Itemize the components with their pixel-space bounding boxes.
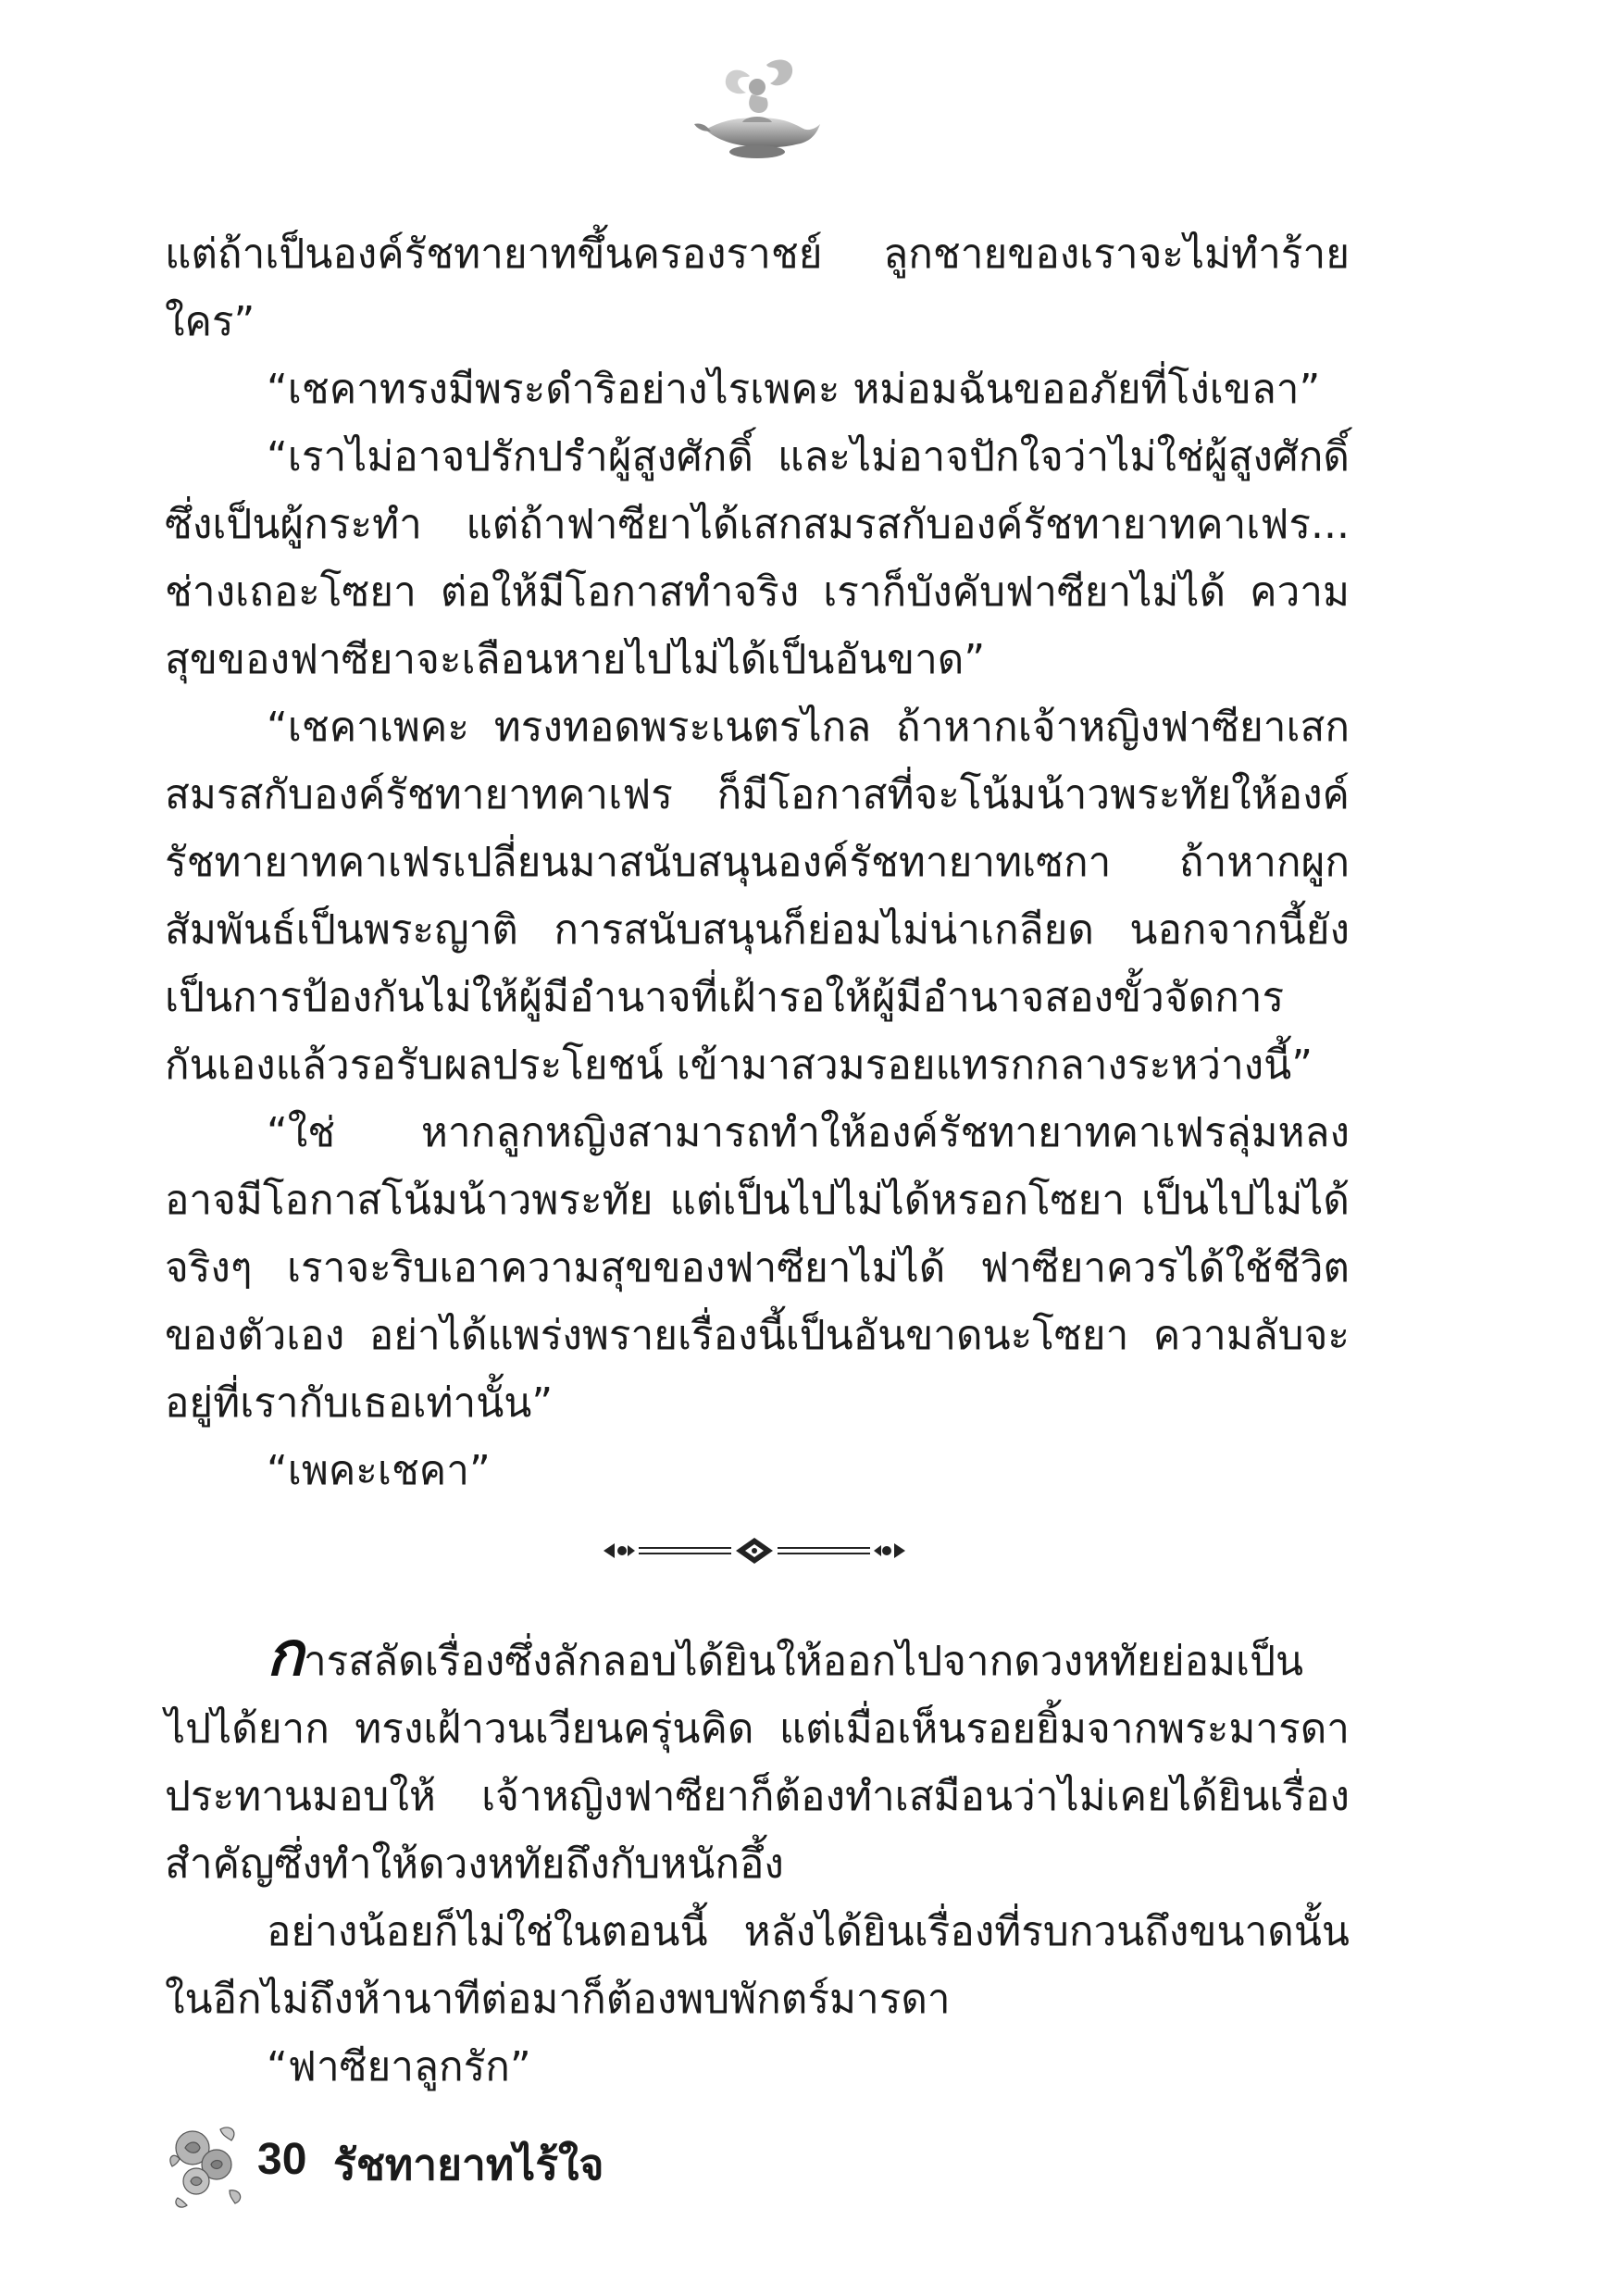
drop-cap: ก: [267, 1618, 304, 1690]
section-divider: [165, 1504, 1350, 1602]
paragraph: “ฟาซียาลูกรัก”: [267, 2043, 531, 2090]
ornamental-divider-icon: [602, 1532, 907, 1569]
paragraph: “เพคะเชคา”: [267, 1447, 491, 1494]
paragraph: อย่างน้อยก็ไม่ใช่ในตอนนี้ หลังได้ยินเรื่องที่รบกวนถึงขนาดนั้นในอีกไม่ถึงห้านาทีต่อมาก็ต้องพบพักตร์มารดา: [165, 1908, 1350, 2023]
page-footer: [165, 2111, 720, 2213]
book-title: รัชทายาทไร้ใจ: [333, 2140, 604, 2190]
rose-bouquet-icon: [165, 2111, 248, 2213]
paragraph: “เราไม่อาจปรักปรำผู้สูงศักดิ์ และไม่อาจปักใจว่าไม่ใช่ผู้สูงศักดิ์ซึ่งเป็นผู้กระทำ แต่ถ้าฟาซียาได้เสกสมรสกับองค์รัชทายาทคาเฟร... ช่างเถอะโซยา ต่อให้มีโอกาสทำจริง เราก็บังคับฟาซียาไม่ได้ ความสุขของฟาซียาจะเลือนหายไปไม่ได้เป็นอันขาด”: [165, 433, 1350, 683]
paragraph: “เชคาทรงมีพระดำริอย่างไรเพคะ หม่อมฉันขออภัยที่โง่เขลา”: [267, 366, 1321, 413]
body-text: [165, 220, 1350, 2101]
dropcap-paragraph: [165, 1618, 1350, 1898]
page-number: 30: [257, 2135, 307, 2184]
paragraph: “ใช่ หากลูกหญิงสามารถทำให้องค์รัชทายาทคาเฟรลุ่มหลง อาจมีโอกาสโน้มน้าวพระทัย แต่เป็นไปไม่ได้หรอกโซยา เป็นไปไม่ได้จริงๆ เราจะริบเอาความสุขของฟาซียาไม่ได้ ฟาซียาควรได้ใช้ชีวิตของตัวเอง อย่าได้แพร่งพรายเรื่องนี้เป็นอันขาดนะโซยา ความลับจะอยู่ที่เรากับเธอเท่านั้น”: [165, 1109, 1350, 1427]
dropcap-paragraph-text: ารสลัดเรื่องซึ่งลักลอบได้ยินให้ออกไปจากดวงหทัยย่อมเป็นไปได้ยาก ทรงเฝ้าวนเวียนครุ่นคิด แต่เมื่อเห็นรอยยิ้มจากพระมารดาประทานมอบให้ เจ้าหญิงฟาซียาก็ต้องทำเสมือนว่าไม่เคยได้ยินเรื่องสำคัญซึ่งทำให้ดวงหทัยถึงกับหนักอึ้ง: [165, 1638, 1350, 1888]
dialogue-section: [165, 220, 1350, 1504]
paragraph: “เชคาเพคะ ทรงทอดพระเนตรไกล ถ้าหากเจ้าหญิงฟาซียาเสกสมรสกับองค์รัชทายาทคาเฟร ก็มีโอกาสที่จะโน้มน้าวพระทัยให้องค์รัชทายาทคาเฟรเปลี่ยนมาสนับสนุนองค์รัชทายาทเซกา ถ้าหากผูกสัมพันธ์เป็นพระญาติ การสนับสนุนก็ย่อมไม่น่าเกลียด นอกจากนี้ยังเป็นการป้องกันไม่ให้ผู้มีอำนาจที่เฝ้ารอให้ผู้มีอำนาจสองขั้วจัดการกันเองแล้วรอรับผลประโยชน์ เข้ามาสวมรอยแทรกกลางระหว่างนี้”: [165, 704, 1350, 1089]
paragraph: แต่ถ้าเป็นองค์รัชทายาทขึ้นครองราชย์ ลูกชายของเราจะไม่ทำร้ายใคร”: [165, 231, 1350, 345]
genie-lamp-icon: [685, 56, 824, 167]
